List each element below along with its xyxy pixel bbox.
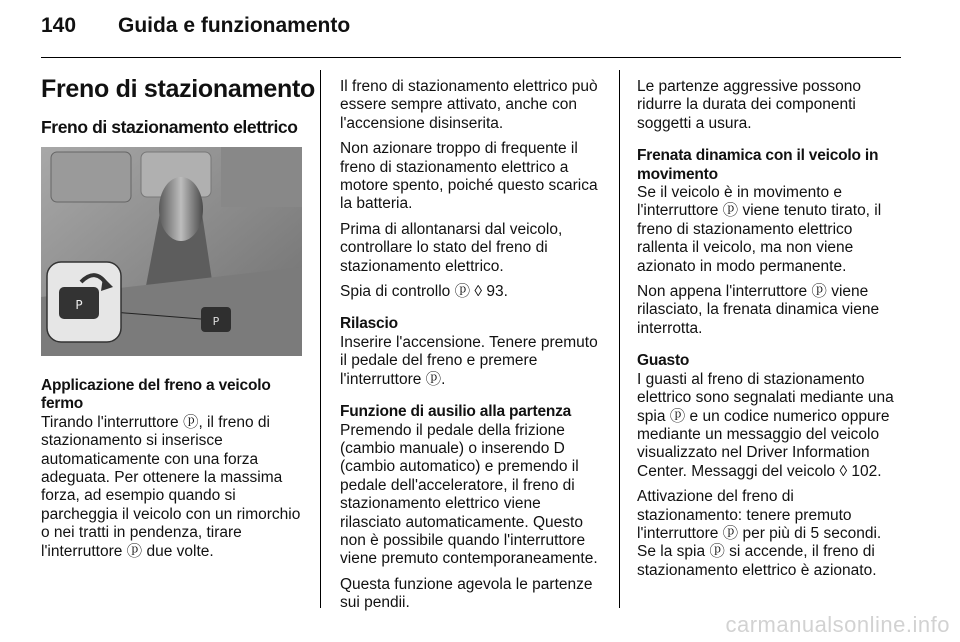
paragraph: Attivazione del freno di stazionamento: tenere premuto l'interruttore ⓟ per più di 5 secondi. Se la spia ⓟ si accende, il freno di stazionamento elettrico è azionato. bbox=[637, 488, 882, 579]
svg-text:P: P bbox=[75, 298, 83, 312]
heading-ausilio-partenza: Funzione di ausilio alla partenza bbox=[340, 403, 572, 421]
column-divider-1 bbox=[320, 70, 321, 608]
heading-rilascio: Rilascio bbox=[340, 315, 398, 333]
paragraph: Questa funzione agevola le partenze sui pendii. bbox=[340, 575, 593, 612]
paragraph: I guasti al freno di stazionamento elettrico sono segnalati mediante una spia ⓟ e un codice numerico oppure mediante un messaggio del veicolo visualizzato nel Driver Information Center. Messaggi del veicolo ◊ 102. bbox=[637, 370, 894, 480]
svg-text:P: P bbox=[212, 315, 220, 328]
parking-brake-illustration bbox=[41, 147, 302, 356]
paragraph: Tirando l'interruttore ⓟ, il freno di stazionamento si inserisce automaticamente con una forza adeguata. Per ottenere la massima forza, ad esempio quando si parcheggia il veicolo con un rimorchio o nei tratti in pendenza, tirare l'interruttore ⓟ due volte. bbox=[41, 413, 301, 560]
section-title: Freno di stazionamento bbox=[41, 75, 315, 103]
paragraph: Non azionare troppo di frequente il freno di stazionamento elettrico a motore spento, poiché questo scarica la batteria. bbox=[340, 140, 598, 213]
column-2 bbox=[340, 78, 605, 620]
paragraph: Il freno di stazionamento elettrico può essere sempre attivato, anche con l'accensione disinserita. bbox=[340, 78, 598, 132]
paragraph: Se il veicolo è in movimento e l'interruttore ⓟ viene tenuto tirato, il freno di stazionamento elettrico rallenta il veicolo, ma non viene azionato in modo permanente. bbox=[637, 184, 882, 275]
heading-applicazione: Applicazione del freno a veicolo fermo bbox=[41, 377, 271, 413]
parking-brake-photo bbox=[41, 147, 302, 356]
heading-guasto: Guasto bbox=[637, 352, 690, 370]
paragraph: Inserire l'accensione. Tenere premuto il pedale del freno e premere l'interruttore ⓟ. bbox=[340, 333, 598, 388]
page-number: 140 bbox=[41, 14, 77, 37]
running-header-title: Guida e funzionamento bbox=[118, 14, 351, 37]
column-1 bbox=[41, 377, 303, 568]
header-rule bbox=[41, 57, 901, 58]
column-divider-2 bbox=[619, 70, 620, 608]
paragraph: Le partenze aggressive possono ridurre la durata dei componenti soggetti a usura. bbox=[637, 78, 862, 132]
heading-frenata-dinamica: Frenata dinamica con il veicolo in movimento bbox=[637, 147, 879, 183]
paragraph: Non appena l'interruttore ⓟ viene rilasciato, la frenata dinamica viene interrotta. bbox=[637, 283, 880, 337]
watermark: carmanualsonline.info bbox=[725, 612, 950, 637]
subsection-title: Freno di stazionamento elettrico bbox=[41, 117, 298, 137]
paragraph: Premendo il pedale della frizione (cambio manuale) o inserendo D (cambio automatico) e premendo il pedale dell'acceleratore, il freno di stazionamento elettrico viene rilasciato automaticamente. Questo non è possibile quando l'interruttore viene premuto contemporaneamente. bbox=[340, 421, 598, 568]
paragraph: Spia di controllo ⓟ ◊ 93. bbox=[340, 283, 508, 301]
column-3 bbox=[637, 78, 903, 587]
paragraph: Prima di allontanarsi dal veicolo, controllare lo stato del freno di stazionamento elettrico. bbox=[340, 220, 563, 275]
